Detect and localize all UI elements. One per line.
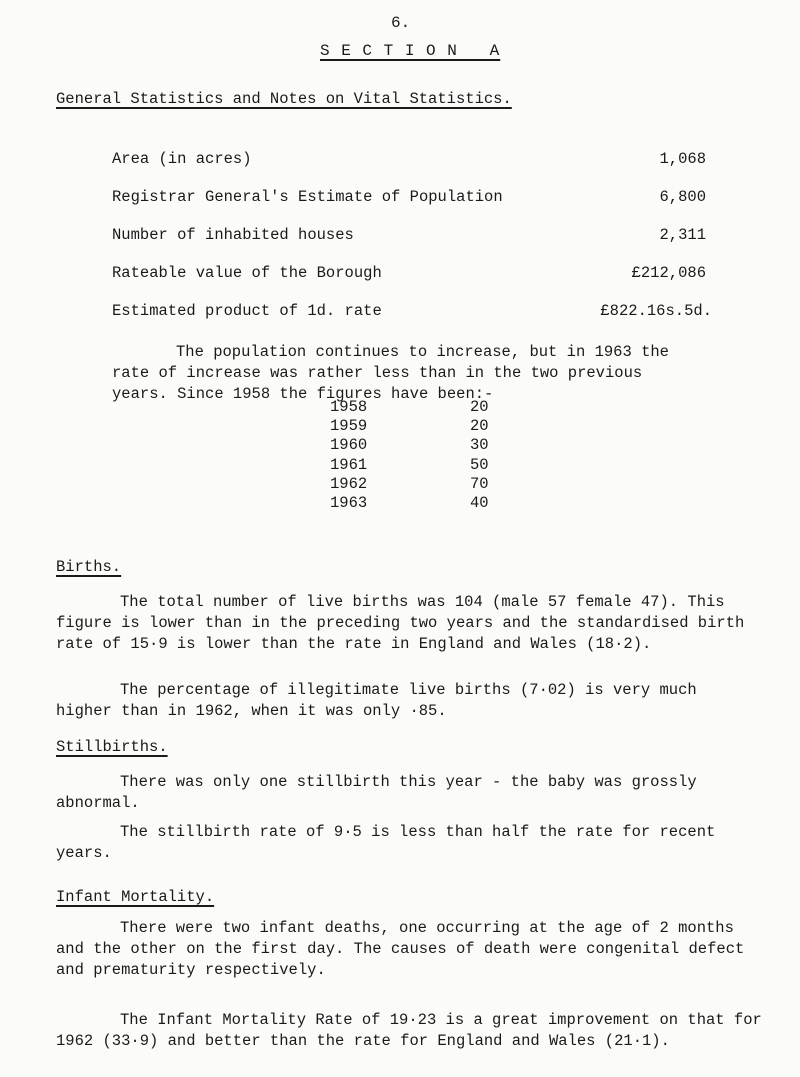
population-table [330,398,489,513]
population-paragraph [112,342,672,405]
stat-label-product-rate: Estimated product of 1d. rate [112,302,382,320]
table-row [330,475,489,494]
stat-label-population: Registrar General's Estimate of Population [112,188,503,206]
table-increase: 40 [470,494,489,513]
table-year: 1963 [330,494,368,513]
stat-value-population: 6,800 [659,188,706,206]
infant-mortality-paragraph-2 [56,1010,771,1052]
table-row [330,456,489,475]
table-year: 1962 [330,474,368,493]
births-paragraph-1 [56,592,756,655]
births-heading: Births. [56,558,122,576]
stat-label-area: Area (in acres) [112,150,252,168]
births-paragraph-1-text: The total number of live births was 104 (male 57 female 47). This figure is lower than in the preceding two years and the standardised birth rate of 15·9 is lower than the rate in England and Wales (18·2). [56,593,745,653]
section-title: S E C T I O N A [320,42,501,60]
births-paragraph-2 [56,680,756,722]
infant-mortality-paragraph-2-text: The Infant Mortality Rate of 19·23 is a great improvement on that for 1962 (33·9) and better than the rate for England and Wales (21·1). [56,1011,762,1050]
table-increase: 70 [470,474,489,493]
infant-mortality-paragraph-1-text: There were two infant deaths, one occurring at the age of 2 months and the other on the first day. The causes of death were congenital defect and prematurity respectively. [56,919,745,979]
table-increase: 20 [470,398,489,416]
table-increase: 50 [470,455,489,474]
table-row [330,398,489,417]
stillbirths-heading: Stillbirths. [56,738,168,756]
table-increase: 20 [470,417,489,436]
table-row [330,494,489,513]
stat-label-houses: Number of inhabited houses [112,226,354,244]
page-number: 6. [391,14,411,32]
table-year: 1960 [330,436,368,455]
stat-label-rateable-value: Rateable value of the Borough [112,264,382,282]
stat-value-houses: 2,311 [659,226,706,244]
table-increase: 30 [470,436,489,455]
stat-value-rateable-value: £212,086 [631,264,706,282]
stat-value-area: 1,068 [659,150,706,168]
stat-value-product-rate: £822.16s.5d. [600,302,712,320]
infant-mortality-paragraph-1 [56,918,771,981]
table-row [330,417,489,436]
table-year: 1961 [330,455,368,474]
stillbirths-paragraph-2-text: The stillbirth rate of 9·5 is less than half the rate for recent years. [56,823,716,862]
table-row [330,436,489,455]
table-year: 1958 [330,398,368,416]
page-heading: General Statistics and Notes on Vital Statistics. [56,90,512,108]
infant-mortality-heading: Infant Mortality. [56,888,215,906]
table-year: 1959 [330,417,368,436]
stillbirths-paragraph-1 [56,772,756,814]
births-paragraph-2-text: The percentage of illegitimate live births (7·02) is very much higher than in 1962, when it was only ·85. [56,681,697,720]
stillbirths-paragraph-1-text: There was only one stillbirth this year - the baby was grossly abnormal. [56,773,697,812]
stillbirths-paragraph-2 [56,822,756,864]
population-paragraph-text: The population continues to increase, but in 1963 the rate of increase was rather less than in the two previous years. Since 1958 the figures have been:- [112,343,669,403]
